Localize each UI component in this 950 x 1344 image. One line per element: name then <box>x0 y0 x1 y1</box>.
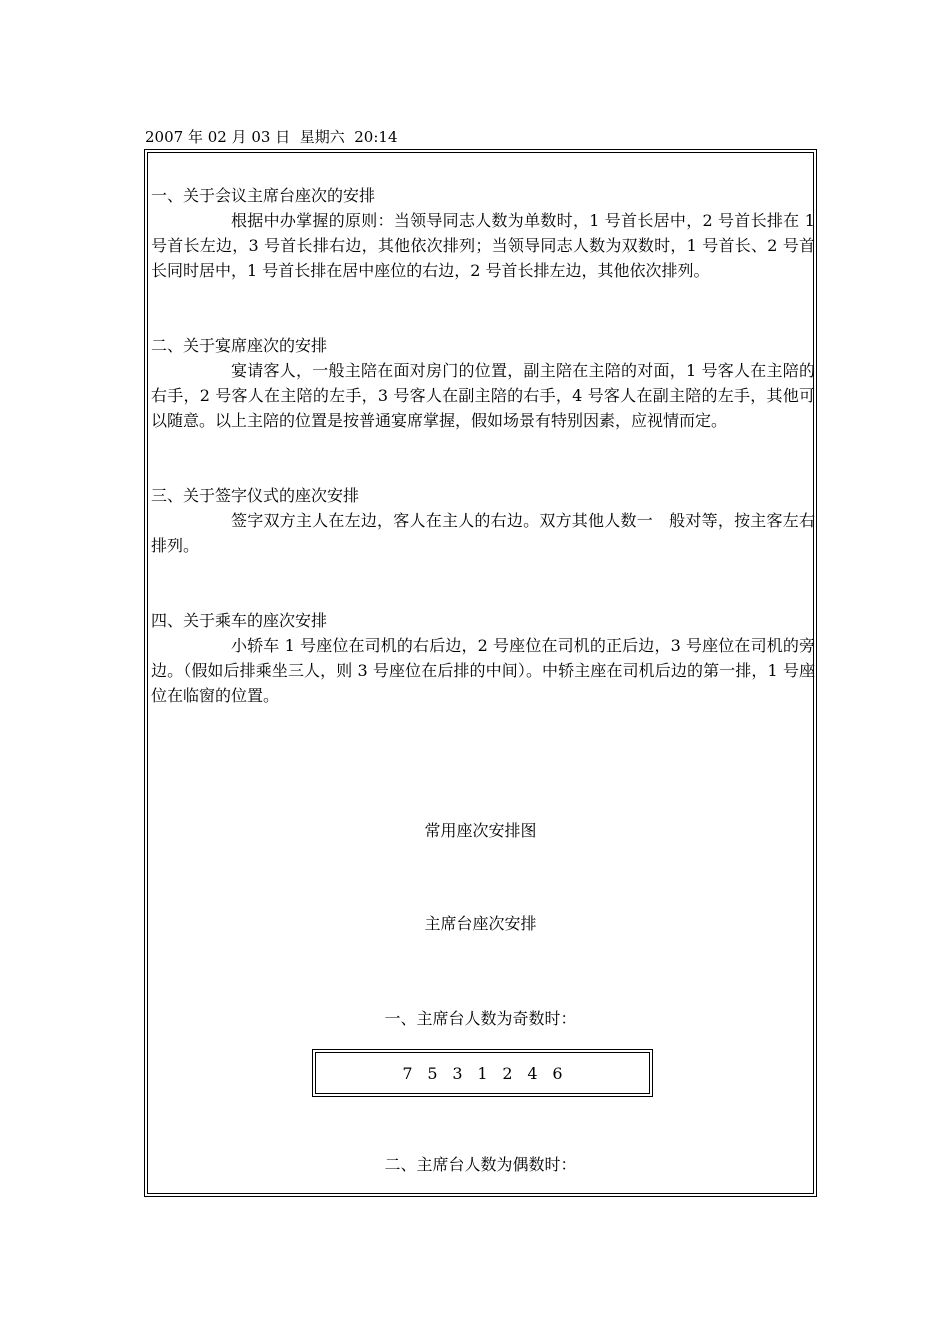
document-frame-inner <box>147 152 814 1194</box>
seat-number: 3 <box>452 1063 463 1083</box>
section-heading: 二、关于宴席座次的安排 <box>151 336 328 355</box>
document-body <box>151 183 815 708</box>
section-heading: 四、关于乘车的座次安排 <box>151 611 328 630</box>
section-meeting-seating <box>151 183 815 283</box>
section-heading: 一、关于会议主席台座次的安排 <box>151 186 376 205</box>
section-banquet-seating <box>151 333 815 433</box>
seating-row <box>315 1052 650 1094</box>
seat-number: 5 <box>427 1063 438 1083</box>
even-count-label: 二、主席台人数为偶数时： <box>384 1155 577 1174</box>
seat-number: 6 <box>552 1063 563 1083</box>
seat-number: 2 <box>502 1063 513 1083</box>
diagram-title: 常用座次安排图 <box>424 821 537 840</box>
section-paragraph: 根据中办掌握的原则：当领导同志人数为单数时，1 号首长居中，2 号首长排在 1 号首长左边，3 号首长排右边，其他依次排列；当领导同志人数为双数时，1 号首长、2 号首长同时居中，1 号首长排在居中座位的右边，2 号首长排左边，其他依次排列。 <box>151 211 815 280</box>
seat-number: 4 <box>527 1063 538 1083</box>
section-heading: 三、关于签字仪式的座次安排 <box>151 486 360 505</box>
section-signing-seating <box>151 483 815 558</box>
section-paragraph: 签字双方主人在左边，客人在主人的右边。双方其他人数一 般对等，按主客左右排列。 <box>151 511 815 555</box>
date-line: 2007 年 02 月 03 日 星期六 20:14 <box>145 128 398 146</box>
odd-count-label: 一、主席台人数为奇数时： <box>384 1009 577 1028</box>
seating-diagram-odd <box>312 1049 653 1097</box>
seat-number: 7 <box>402 1063 413 1083</box>
seat-number: 1 <box>477 1063 488 1083</box>
section-paragraph: 宴请客人，一般主陪在面对房门的位置，副主陪在主陪的对面，1 号客人在主陪的右手，2 号客人在主陪的左手，3 号客人在副主陪的右手，4 号客人在副主陪的左手，其他可以随意。以上主陪的位置是按普通宴席掌握，假如场景有特别因素，应视情而定。 <box>151 361 815 430</box>
diagram-subtitle: 主席台座次安排 <box>424 914 537 933</box>
section-car-seating <box>151 608 815 708</box>
document-frame <box>144 149 817 1197</box>
section-paragraph: 小轿车 1 号座位在司机的右后边，2 号座位在司机的正后边，3 号座位在司机的旁边。（假如后排乘坐三人，则 3 号座位在后排的中间）。中轿主座在司机后边的第一排，1 号座位在临窗的位置。 <box>151 636 815 705</box>
